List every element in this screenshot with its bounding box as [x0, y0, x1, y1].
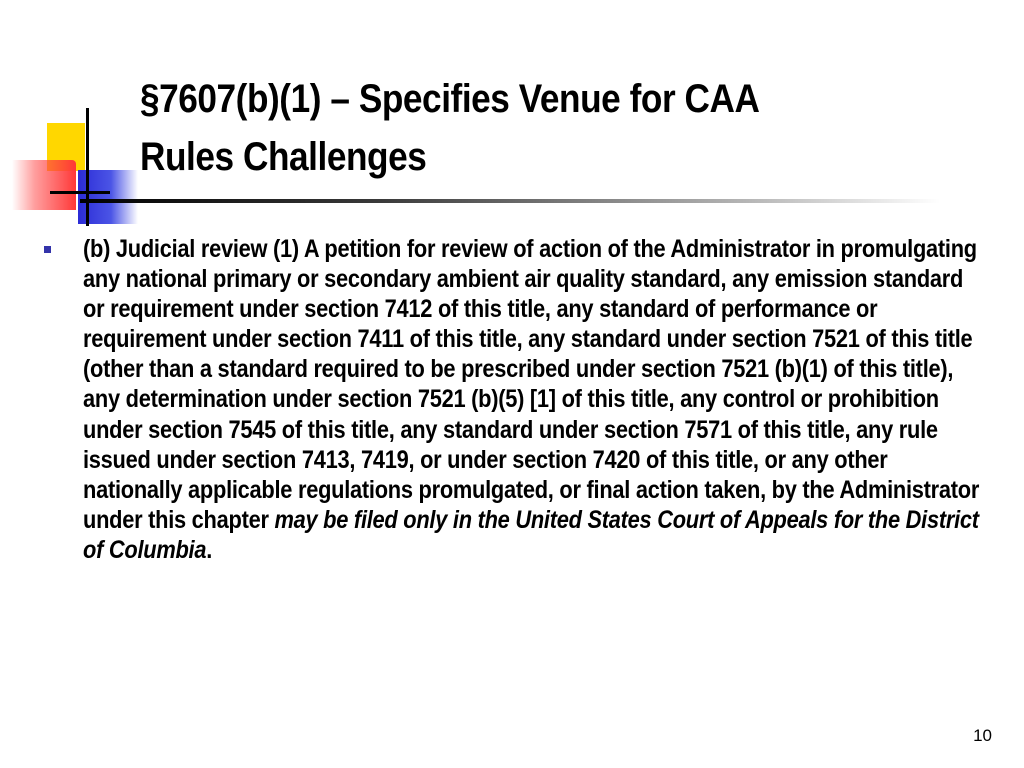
horizontal-rule	[50, 191, 110, 194]
red-gradient-block	[12, 160, 76, 210]
square-bullet-icon	[44, 246, 51, 253]
slide-title	[140, 70, 976, 186]
title-line-1: §7607(b)(1) – Specifies Venue for CAA	[140, 77, 760, 121]
bullet-list	[44, 234, 984, 565]
body-text-end: .	[206, 535, 213, 564]
title-line-2: Rules Challenges	[140, 135, 427, 179]
body-text-emphasis: may be filed only in the United States Court of Appeals for the District of Columbia	[83, 505, 979, 564]
title-underline	[80, 199, 940, 203]
body-text-plain: (b) Judicial review (1) A petition for review of action of the Administrator in promulgating any national primary or secondary ambient air quality standard, any emission standard or requirement under section 7412 of this title, any standard of performance or requirement under section 7411 of this title, any standard under section 7521 of this title (other than a standard required to be prescribed under section 7521 (b)(1) of this title), any determination under section 7521 (b)(5) [1] of this title, any control or prohibition under section 7545 of this title, any standard under section 7571 of this title, any rule issued under section 7413, 7419, or under section 7420 of this title, or any other nationally applicable regulations promulgated, or final action taken, by the Administrator under this chapter	[83, 235, 980, 534]
decorative-blocks	[0, 100, 160, 230]
vertical-rule	[86, 108, 89, 226]
list-item	[44, 234, 984, 565]
page-number: 10	[973, 726, 992, 745]
body-paragraph	[83, 234, 982, 565]
